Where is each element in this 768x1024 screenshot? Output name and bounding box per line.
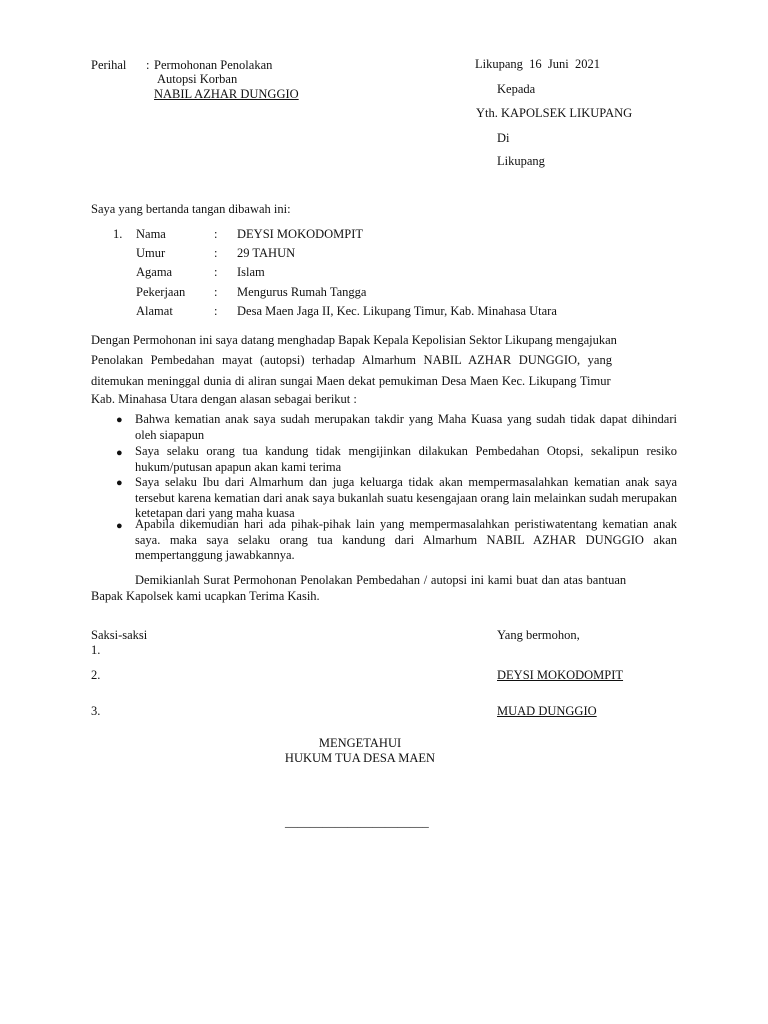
list-item: Saya selaku orang tua kandung tidak mengijinkan dilakukan Pembedahan Otopsi, sekalipun resiko hukum/putusan apapun akan kami terima xyxy=(135,444,677,474)
identity-label: Umur xyxy=(136,246,166,260)
place-date: Likupang 16 Juni 2021 xyxy=(475,57,600,71)
identity-row xyxy=(0,227,768,245)
witness-number-3: 3. xyxy=(91,704,101,718)
identity-value: Islam xyxy=(237,265,265,279)
kepada-label: Kepada xyxy=(497,82,536,96)
body-line: Penolakan Pembedahan mayat (autopsi) terhadap Almarhum NABIL AZHAR DUNGGIO, yang xyxy=(91,353,612,367)
identity-label: Alamat xyxy=(136,304,173,318)
signature-line: _______________________ xyxy=(285,815,429,829)
location: Likupang xyxy=(497,154,545,168)
list-item: Saya selaku Ibu dari Almarhum dan juga keluarga tidak akan mempermasalahkan kematian anak saya tersebut karena kematian dari anak saya bukanlah suatu kesengajaan orang lain melainkan sudah merupakan ketetapan dari yang maha kuasa xyxy=(135,475,677,520)
mengetahui-label: MENGETAHUI xyxy=(318,736,402,750)
village-head-title: HUKUM TUA DESA MAEN xyxy=(284,751,436,765)
identity-value: Desa Maen Jaga II, Kec. Likupang Timur, Kab. Minahasa Utara xyxy=(237,304,557,318)
identity-number: 1. xyxy=(113,227,123,241)
identity-row xyxy=(0,285,768,303)
applicant-label: Yang bermohon, xyxy=(497,628,580,642)
bullet-icon: ● xyxy=(116,414,123,426)
bullet-icon: ● xyxy=(116,477,123,489)
bullet-icon: ● xyxy=(116,447,123,459)
witness-number-1: 1. xyxy=(91,643,101,657)
identity-separator: : xyxy=(214,246,218,260)
identity-label: Agama xyxy=(136,265,173,279)
recipient: Yth. KAPOLSEK LIKUPANG xyxy=(476,106,633,120)
identity-row xyxy=(0,304,768,322)
list-item: Bahwa kematian anak saya sudah merupakan takdir yang Maha Kuasa yang sudah tidak dapat dihindari oleh siapapun xyxy=(135,412,677,442)
signer-name-2: MUAD DUNGGIO xyxy=(497,704,597,718)
body-line: Kab. Minahasa Utara dengan alasan sebagai berikut : xyxy=(91,392,357,406)
signer-name-1: DEYSI MOKODOMPIT xyxy=(497,668,624,682)
perihal-line-1: Permohonan Penolakan xyxy=(154,58,273,72)
perihal-subject-name: NABIL AZHAR DUNGGIO xyxy=(154,87,299,101)
identity-value: Mengurus Rumah Tangga xyxy=(237,285,367,299)
perihal-separator: : xyxy=(146,58,150,72)
perihal-line-2: Autopsi Korban xyxy=(157,72,238,86)
closing-line-2: Bapak Kapolsek kami ucapkan Terima Kasih. xyxy=(91,589,320,603)
identity-value: 29 TAHUN xyxy=(237,246,296,260)
identity-label: Pekerjaan xyxy=(136,285,186,299)
witness-number-2: 2. xyxy=(91,668,101,682)
perihal-label: Perihal xyxy=(91,58,127,72)
closing-line-1: Demikianlah Surat Permohonan Penolakan Pembedahan / autopsi ini kami buat dan atas bantuan xyxy=(135,573,627,587)
bullet-icon: ● xyxy=(116,520,123,532)
identity-separator: : xyxy=(214,285,218,299)
body-line: ditemukan meninggal dunia di aliran sungai Maen dekat pemukiman Desa Maen Kec. Likupang Timur xyxy=(91,374,611,388)
identity-value: DEYSI MOKODOMPIT xyxy=(237,227,364,241)
identity-label: Nama xyxy=(136,227,166,241)
intro-text: Saya yang bertanda tangan dibawah ini: xyxy=(91,202,291,216)
identity-separator: : xyxy=(214,265,218,279)
identity-row xyxy=(0,246,768,264)
list-item: Apabila dikemudian hari ada pihak-pihak lain yang mempermasalahkan peristiwatentang kematian anak saya. maka saya selaku orang tua kandung dari Almarhum NABIL AZHAR DUNGGIO akan mempertanggung jawabkannya. xyxy=(135,517,677,562)
body-line: Dengan Permohonan ini saya datang menghadap Bapak Kepala Kepolisian Sektor Likupang mengajukan xyxy=(91,333,617,347)
witness-label: Saksi-saksi xyxy=(91,628,148,642)
identity-separator: : xyxy=(214,227,218,241)
di-label: Di xyxy=(497,131,510,145)
identity-row xyxy=(0,265,768,283)
identity-separator: : xyxy=(214,304,218,318)
